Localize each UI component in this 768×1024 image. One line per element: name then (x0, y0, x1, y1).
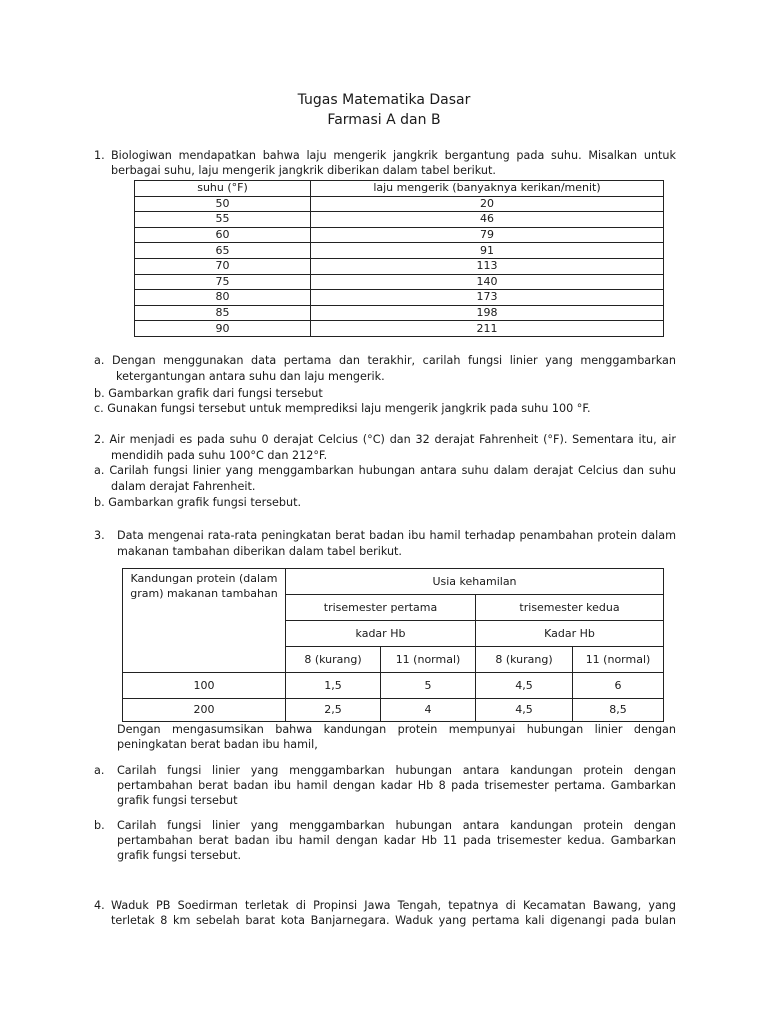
table-row (123, 699, 664, 722)
q3-intro-line1: Data mengenai rata-rata peningkatan berat badan ibu hamil terhadap penambahan protein dalam (117, 529, 676, 542)
q3-a-line2: pertambahan berat badan ibu hamil dengan kadar Hb 8 pada trisemester pertama. Gambarkan (117, 779, 676, 792)
table-row (135, 258, 664, 274)
document-title: Tugas Matematika Dasar (297, 92, 471, 108)
table-header-row (135, 181, 664, 197)
header-kadar-hb-1: kadar Hb (286, 621, 476, 647)
cricket-table (134, 180, 664, 337)
q3-after-line1: Dengan mengasumsikan bahwa kandungan protein mempunyai hubungan linier dengan (117, 723, 676, 736)
table-row (135, 212, 664, 228)
q1-intro-line2: berbagai suhu, laju mengerik jangkrik diberikan dalam tabel berikut. (111, 164, 496, 177)
header-trisemester-1: trisemester pertama (286, 595, 476, 621)
table-cell: 198 (311, 305, 664, 321)
q1-a-line2: ketergantungan antara suhu dan laju mengerik. (116, 370, 385, 383)
table-cell: 200 (123, 699, 286, 722)
table-cell: 75 (135, 274, 311, 290)
table-row (135, 196, 664, 212)
q3-a-label: a. (94, 764, 105, 777)
header-suhu: suhu (°F) (135, 181, 311, 197)
q4-line1: Waduk PB Soedirman terletak di Propinsi Jawa Tengah, tepatnya di Kecamatan Bawang, yang (111, 899, 676, 912)
table-cell: 4,5 (476, 673, 573, 699)
table-row (135, 243, 664, 259)
table-cell: 70 (135, 258, 311, 274)
subheader-cell: 11 (normal) (381, 647, 476, 673)
table-cell: 55 (135, 212, 311, 228)
q3-after-line2: peningkatan berat badan ibu hamil, (117, 738, 318, 751)
subheader-cell: 8 (kurang) (286, 647, 381, 673)
q4-number: 4. (94, 899, 105, 912)
q3-intro-line2: makanan tambahan diberikan dalam tabel berikut. (117, 545, 402, 558)
table-cell: 8,5 (573, 699, 664, 722)
q1-number: 1. (94, 149, 105, 162)
q3-b-label: b. (94, 819, 105, 832)
table-cell: 90 (135, 321, 311, 337)
table-cell: 113 (311, 258, 664, 274)
table-cell: 6 (573, 673, 664, 699)
table-header-row (123, 569, 664, 595)
q3-b-line1: Carilah fungsi linier yang menggambarkan hubungan antara kandungan protein dengan (117, 819, 676, 832)
table-cell: 79 (311, 227, 664, 243)
table-cell: 1,5 (286, 673, 381, 699)
q1-a-line1: a. Dengan menggunakan data pertama dan terakhir, carilah fungsi linier yang menggambarkan (94, 354, 676, 367)
header-kadar-hb-2: Kadar Hb (476, 621, 664, 647)
table-cell: 140 (311, 274, 664, 290)
q2-line1: 2. Air menjadi es pada suhu 0 derajat Celcius (°C) dan 32 derajat Fahrenheit (°F). Sementara itu, air (94, 433, 676, 446)
header-protein: Kandungan protein (dalam gram) makanan tambahan (123, 569, 286, 673)
q2-a-line1: a. Carilah fungsi linier yang menggambarkan hubungan antara suhu dalam derajat Celcius dan suhu (94, 464, 676, 477)
q1-intro-line1: Biologiwan mendapatkan bahwa laju mengerik jangkrik bergantung pada suhu. Misalkan untuk (111, 149, 676, 162)
table-cell: 80 (135, 290, 311, 306)
q3-b-line3: grafik fungsi tersebut. (117, 849, 242, 862)
header-usia: Usia kehamilan (286, 569, 664, 595)
table-row (135, 305, 664, 321)
q3-a-line1: Carilah fungsi linier yang menggambarkan hubungan antara kandungan protein dengan (117, 764, 676, 777)
table-cell: 60 (135, 227, 311, 243)
q2-b: b. Gambarkan grafik fungsi tersebut. (94, 496, 302, 509)
table-row (135, 227, 664, 243)
document-subtitle: Farmasi A dan B (327, 112, 441, 128)
table-cell: 173 (311, 290, 664, 306)
table-cell: 2,5 (286, 699, 381, 722)
q2-line2: mendidih pada suhu 100°C dan 212°F. (111, 449, 328, 462)
protein-table (122, 568, 664, 722)
table-row (135, 290, 664, 306)
table-cell: 5 (381, 673, 476, 699)
q1-b: b. Gambarkan grafik dari fungsi tersebut (94, 387, 323, 400)
table-cell: 20 (311, 196, 664, 212)
q3-a-line3: grafik fungsi tersebut (117, 794, 238, 807)
table-cell: 211 (311, 321, 664, 337)
table-row (135, 321, 664, 337)
table-cell: 85 (135, 305, 311, 321)
subheader-cell: 11 (normal) (573, 647, 664, 673)
header-trisemester-2: trisemester kedua (476, 595, 664, 621)
header-laju: laju mengerik (banyaknya kerikan/menit) (311, 181, 664, 197)
q3-b-line2: pertambahan berat badan ibu hamil dengan kadar Hb 11 pada trisemester kedua. Gambarkan (117, 834, 676, 847)
table-cell: 4 (381, 699, 476, 722)
table-cell: 50 (135, 196, 311, 212)
q1-c: c. Gunakan fungsi tersebut untuk memprediksi laju mengerik jangkrik pada suhu 100 °F. (94, 402, 591, 415)
table-cell: 91 (311, 243, 664, 259)
table-cell: 4,5 (476, 699, 573, 722)
q4-line2: terletak 8 km sebelah barat kota Banjarnegara. Waduk yang pertama kali digenangi pada bulan (111, 914, 676, 927)
q3-number: 3. (94, 529, 105, 542)
q2-a-line2: dalam derajat Fahrenheit. (111, 480, 256, 493)
table-row (135, 274, 664, 290)
table-cell: 100 (123, 673, 286, 699)
table-row (123, 673, 664, 699)
table-cell: 65 (135, 243, 311, 259)
subheader-cell: 8 (kurang) (476, 647, 573, 673)
table-cell: 46 (311, 212, 664, 228)
